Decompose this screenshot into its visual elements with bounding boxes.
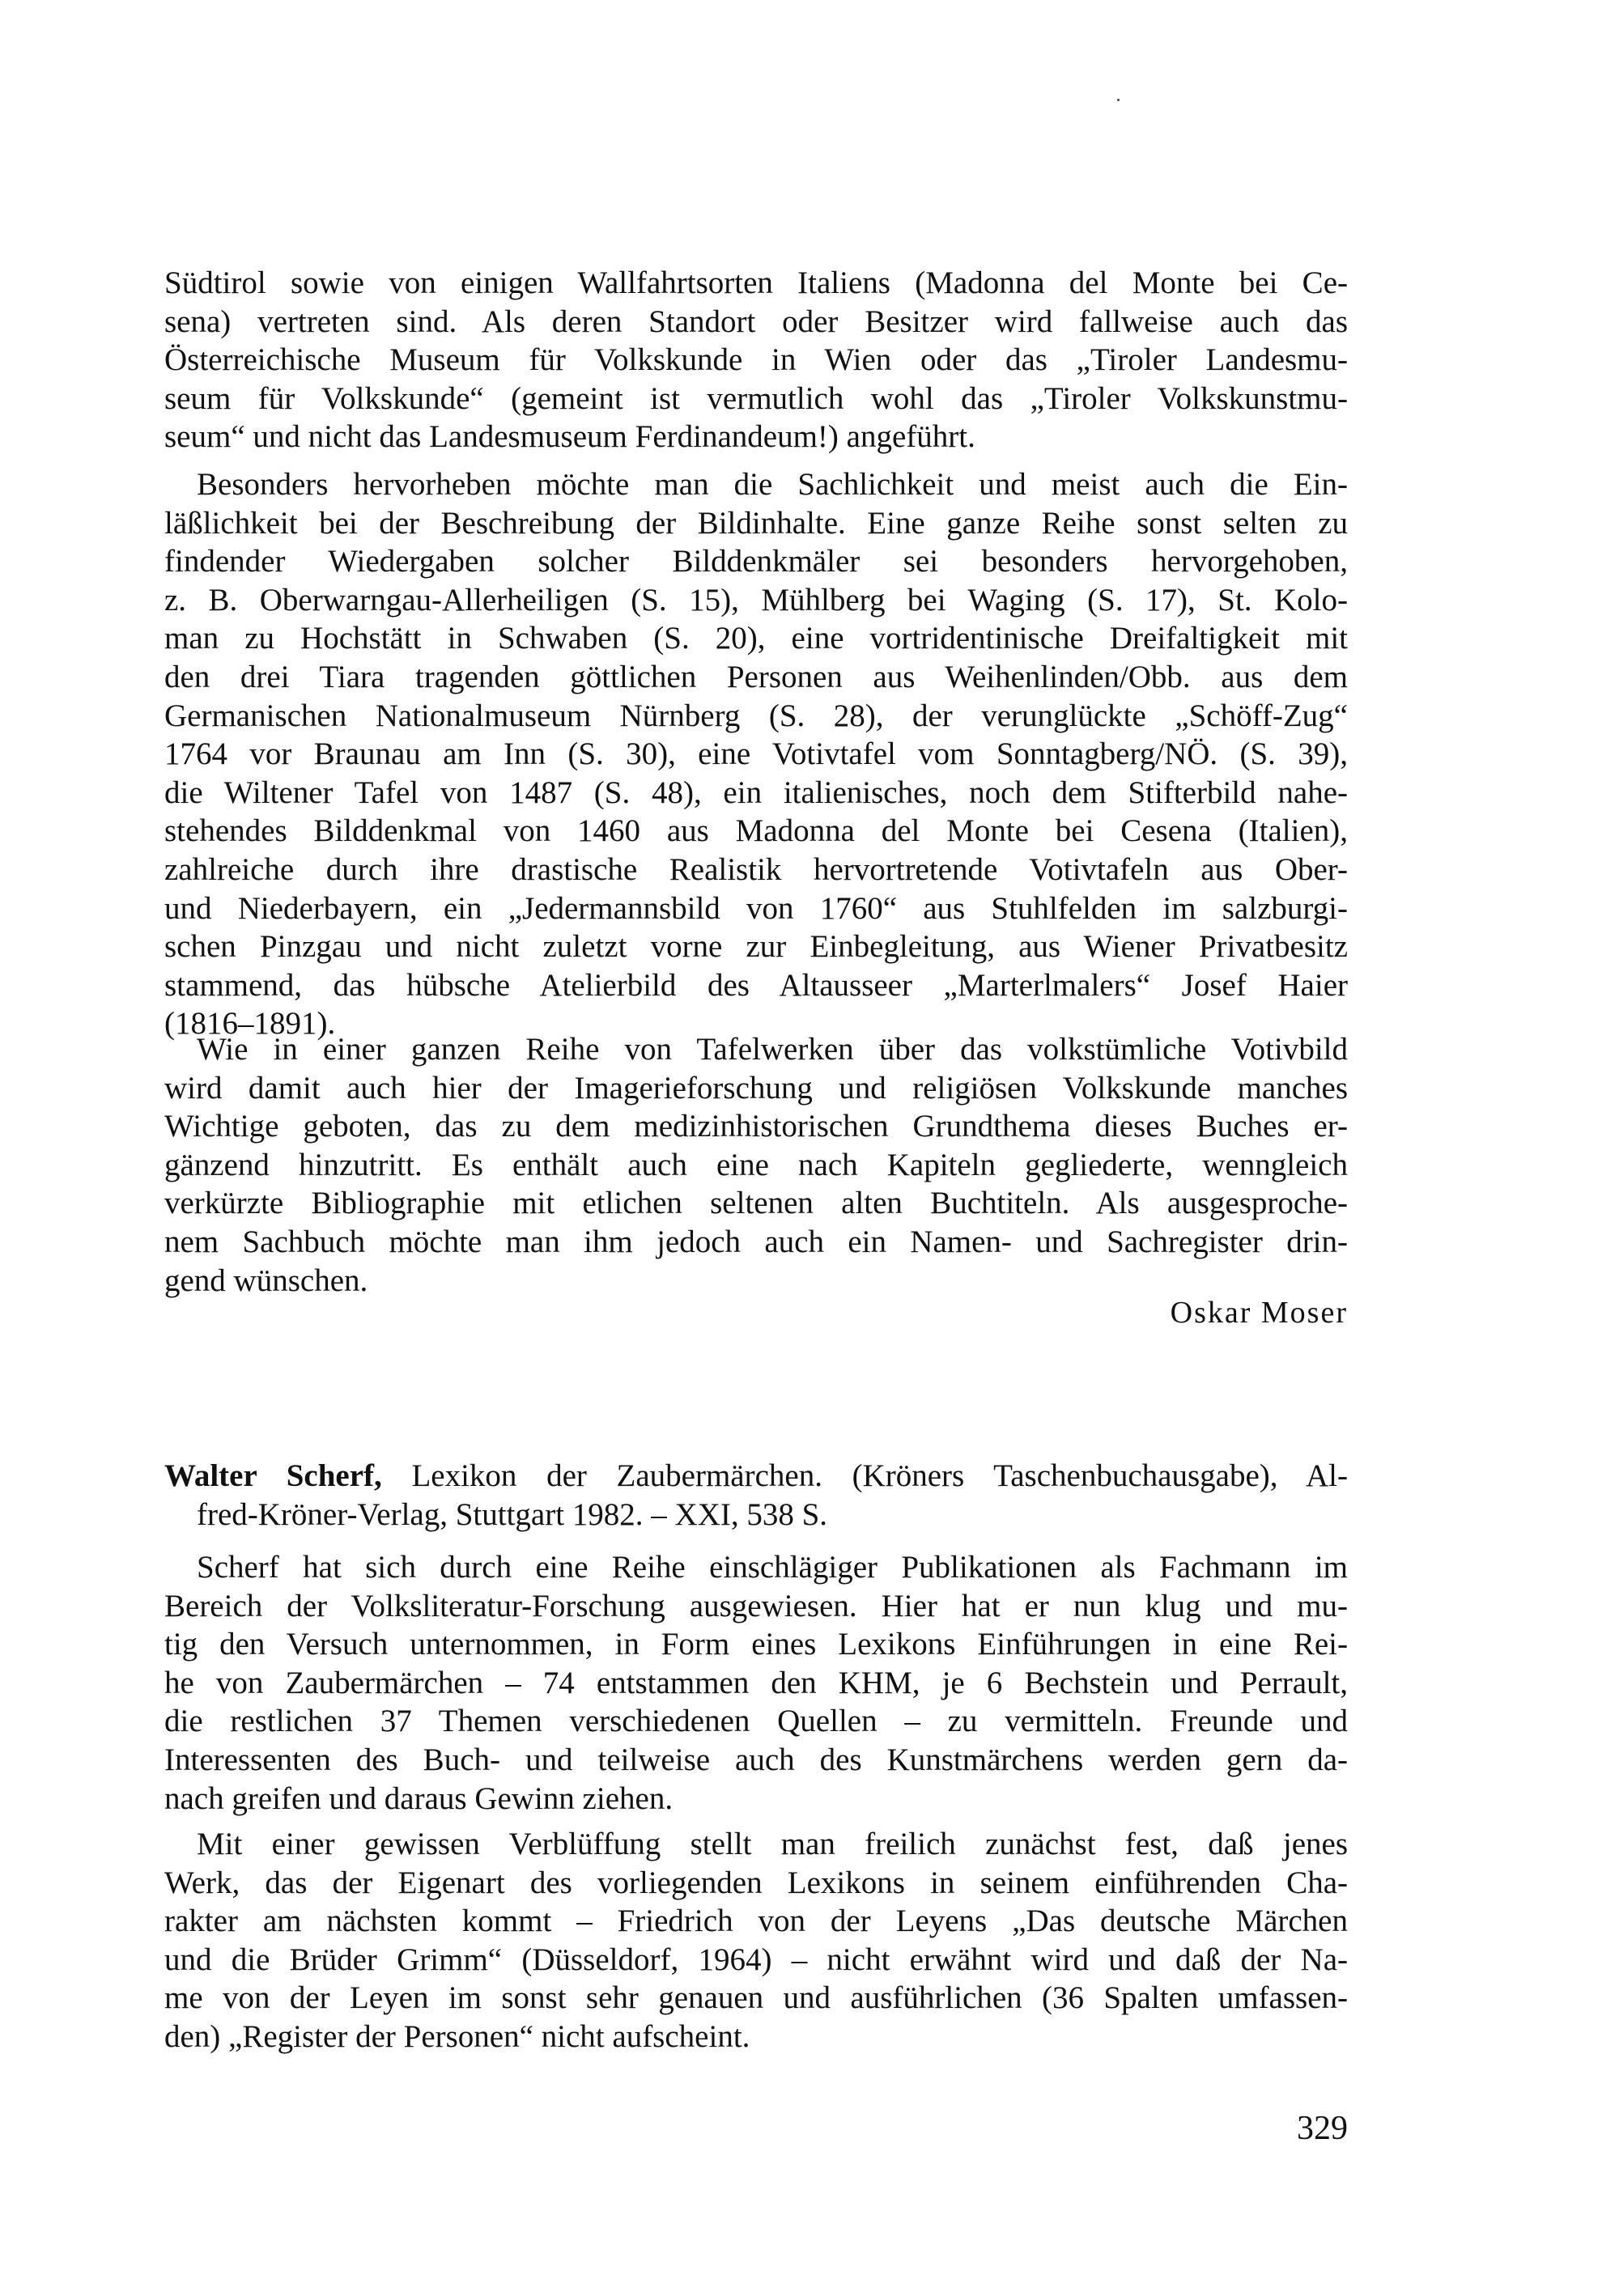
text-line: zahlreiche durch ihre drastische Realistik hervortretende Votivtafeln aus Ober- [164, 851, 1348, 887]
text-line: Österreichische Museum für Volkskunde in Wien oder das „Tiroler Landesmu- [164, 342, 1348, 378]
review1-paragraph-1 [164, 264, 1348, 456]
text-line: stehendes Bilddenkmal von 1460 aus Madonna del Monte bei Cesena (Italien), [164, 813, 1348, 849]
review2-paragraph-2 [164, 1825, 1348, 2056]
text-line: Interessenten des Buch- und teilweise auch des Kunstmärchens werden gern da- [164, 1742, 1348, 1777]
text-line: sena) vertreten sind. Als deren Standort oder Besitzer wird fallweise auch das [164, 303, 1348, 339]
text-line: stammend, das hübsche Atelierbild des Altausseer „Marterlmalers“ Josef Haier [164, 967, 1348, 1003]
text-line: z. B. Oberwarngau-Allerheiligen (S. 15), Mühlberg bei Waging (S. 17), St. Kolo- [164, 582, 1348, 618]
text-line: 1764 vor Braunau am Inn (S. 30), eine Votivtafel vom Sonntagberg/NÖ. (S. 39), [164, 736, 1348, 772]
page-number: 329 [1297, 2110, 1348, 2147]
text-line: gänzend hinzutritt. Es enthält auch eine nach Kapiteln gegliederte, wenngleich [164, 1147, 1348, 1182]
review2-citation [164, 1457, 1348, 1534]
reviewer-signature: Oskar Moser [1170, 1296, 1348, 1330]
text-line: seum“ und nicht das Landesmuseum Ferdinandeum!) angeführt. [164, 419, 975, 455]
text-line: nem Sachbuch möchte man ihm jedoch auch ein Namen- und Sachregister drin- [164, 1224, 1348, 1259]
citation-title: Lexikon der Zaubermärchen. (Kröners Taschenbuchausgabe), Al- [381, 1458, 1348, 1493]
text-line: den drei Tiara tragenden göttlichen Personen aus Weihenlinden/Obb. aus dem [164, 659, 1348, 694]
text-line: rakter am nächsten kommt – Friedrich von der Leyens „Das deutsche Märchen [164, 1903, 1348, 1939]
text-line: me von der Leyen im sonst sehr genauen und ausführlichen (36 Spalten umfassen- [164, 1980, 1348, 2016]
citation-line-1 [164, 1457, 1348, 1496]
text-line: seum für Volkskunde“ (gemeint ist vermutlich wohl das „Tiroler Volkskunstmu- [164, 380, 1348, 416]
text-line: Werk, das der Eigenart des vorliegenden Lexikons in seinem einführenden Cha- [164, 1865, 1348, 1900]
text-line: Besonders hervorheben möchte man die Sachlichkeit und meist auch die Ein- [197, 467, 1348, 502]
text-line: und die Brüder Grimm“ (Düsseldorf, 1964) – nicht erwähnt wird und daß der Na- [164, 1942, 1348, 1977]
review-author: Walter Scherf, [164, 1458, 382, 1493]
text-line: Wichtige geboten, das zu dem medizinhistorischen Grundthema dieses Buches er- [164, 1109, 1348, 1144]
text-line: und Niederbayern, ein „Jedermannsbild von 1760“ aus Stuhlfelden im salzburgi- [164, 890, 1348, 926]
text-line: die Wiltener Tafel von 1487 (S. 48), ein italienisches, noch dem Stifterbild nahe- [164, 775, 1348, 810]
citation-line-2: fred-Kröner-Verlag, Stuttgart 1982. – XXI, 538 S. [197, 1496, 828, 1532]
text-line: die restlichen 37 Themen verschiedenen Quellen – zu vermitteln. Freunde und [164, 1704, 1348, 1739]
text-line: Mit einer gewissen Verblüffung stellt man freilich zunächst fest, daß jenes [197, 1827, 1348, 1861]
text-line: gend wünschen. [164, 1263, 368, 1298]
text-line: (1816–1891). [164, 1006, 336, 1042]
scan-speck [1117, 99, 1120, 101]
text-line: Südtirol sowie von einigen Wallfahrtsorten Italiens (Madonna del Monte bei Ce- [164, 265, 1348, 300]
text-line: wird damit auch hier der Imagerieforschung und religiösen Volkskunde manches [164, 1070, 1348, 1106]
text-line: verkürzte Bibliographie mit etlichen seltenen alten Buchtiteln. Als ausgesproche- [164, 1186, 1348, 1221]
text-line: findender Wiedergaben solcher Bilddenkmäler sei besonders hervorgehoben, [164, 544, 1348, 579]
review1-paragraph-2 [164, 465, 1348, 1043]
text-line: Scherf hat sich durch eine Reihe einschlägiger Publikationen als Fachmann im [197, 1550, 1348, 1585]
review2-paragraph-1 [164, 1548, 1348, 1818]
text-line: Wie in einer ganzen Reihe von Tafelwerken über das volkstümliche Votivbild [197, 1032, 1348, 1067]
text-line: nach greifen und daraus Gewinn ziehen. [164, 1780, 674, 1816]
text-line: läßlichkeit bei der Beschreibung der Bildinhalte. Eine ganze Reihe sonst selten zu [164, 505, 1348, 541]
text-line: Germanischen Nationalmuseum Nürnberg (S. 28), der verunglückte „Schöff-Zug“ [164, 698, 1348, 733]
text-line: man zu Hochstätt in Schwaben (S. 20), eine vortridentinische Dreifaltigkeit mit [164, 621, 1348, 656]
text-line: tig den Versuch unternommen, in Form eines Lexikons Einführungen in eine Rei- [164, 1627, 1348, 1662]
text-line: Bereich der Volksliteratur-Forschung ausgewiesen. Hier hat er nun klug und mu- [164, 1588, 1348, 1623]
text-line: schen Pinzgau und nicht zuletzt vorne zur Einbegleitung, aus Wiener Privatbesitz [164, 929, 1348, 965]
review1-paragraph-3 [164, 1030, 1348, 1300]
text-line: he von Zaubermärchen – 74 entstammen den KHM, je 6 Bechstein und Perrault, [164, 1665, 1348, 1700]
text-line: den) „Register der Personen“ nicht aufscheint. [164, 2018, 750, 2054]
